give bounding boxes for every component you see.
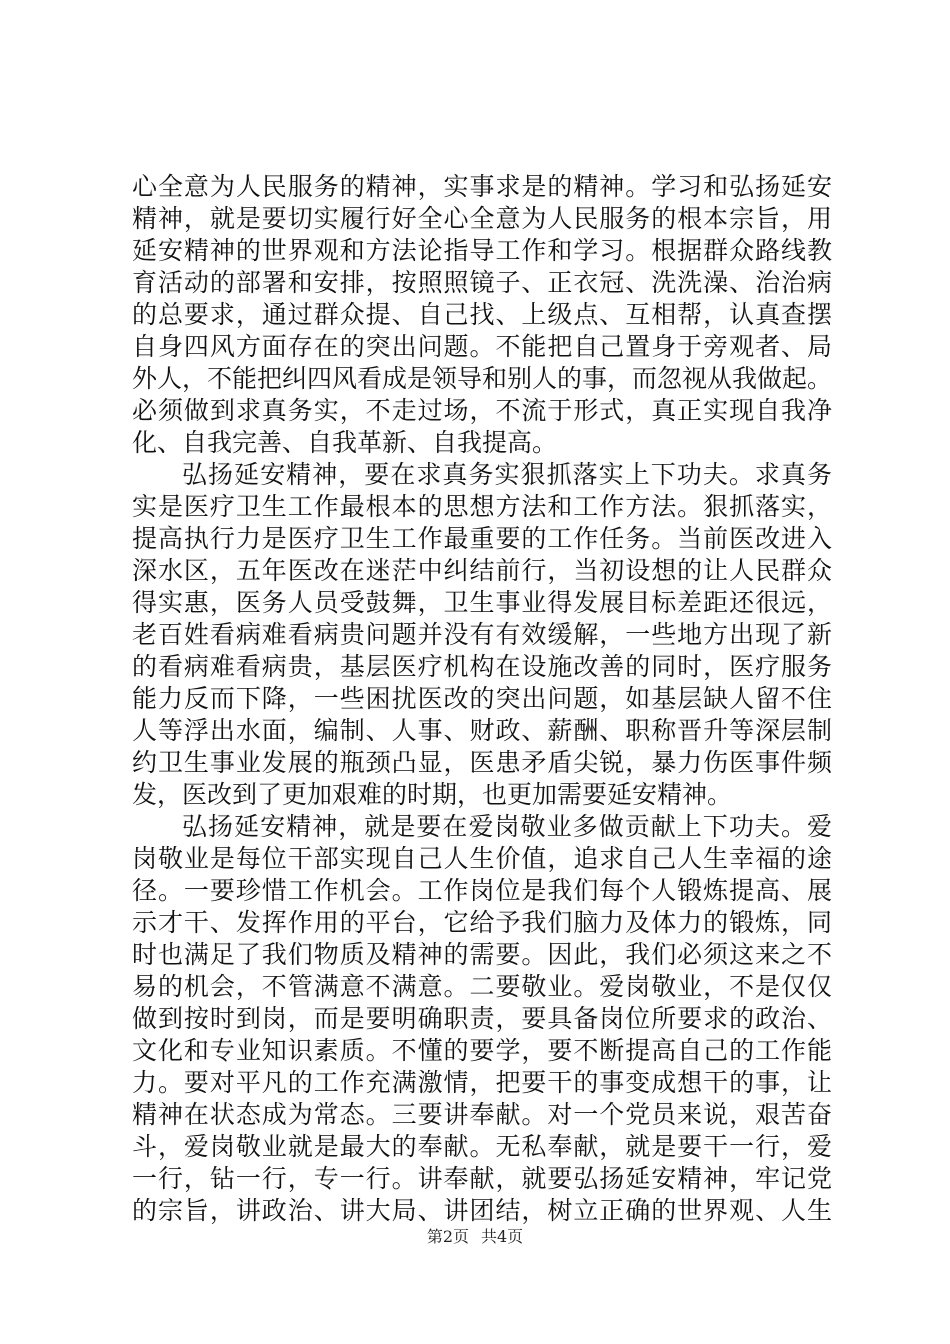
text-line: 能力反而下降，一些困扰医改的突出问题，如基层缺人留不住	[132, 684, 832, 713]
text-line: 精神在状态成为常态。三要讲奉献。对一个党员来说，艰苦奋	[132, 1100, 832, 1129]
text-line: 岗敬业是每位干部实现自己人生价值，追求自己人生幸福的途	[132, 844, 832, 873]
paragraph-first-line: 弘扬延安精神，就是要在爱岗敬业多做贡献上下功夫。爱	[182, 812, 832, 841]
text-line: 实是医疗卫生工作最根本的思想方法和工作方法。狠抓落实，	[132, 492, 832, 521]
text-line: 时也满足了我们物质及精神的需要。因此，我们必须这来之不	[132, 940, 832, 969]
page-number: 第2页	[426, 1227, 469, 1246]
text-line: 做到按时到岗，而是要明确职责，要具备岗位所要求的政治、	[132, 1004, 832, 1033]
text-line: 发，医改到了更加艰难的时期，也更加需要延安精神。	[132, 780, 733, 809]
text-line: 心全意为人民服务的精神，实事求是的精神。学习和弘扬延安	[132, 172, 832, 201]
text-line: 约卫生事业发展的瓶颈凸显，医患矛盾尖锐，暴力伤医事件频	[132, 748, 832, 777]
document-body	[132, 171, 832, 1227]
text-line: 外人，不能把纠四风看成是领导和别人的事，而忽视从我做起。	[132, 364, 833, 393]
paragraph-first-line: 弘扬延安精神，要在求真务实狠抓落实上下功夫。求真务	[182, 460, 832, 489]
text-line: 的总要求，通过群众提、自己找、上级点、互相帮，认真查摆	[132, 300, 832, 329]
text-line: 化、自我完善、自我革新、自我提高。	[132, 428, 558, 457]
text-line: 自身四风方面存在的突出问题。不能把自己置身于旁观者、局	[132, 332, 832, 361]
text-line: 育活动的部署和安排，按照照镜子、正衣冠、洗洗澡、治治病	[132, 268, 832, 297]
text-line: 的宗旨，讲政治、讲大局、讲团结，树立正确的世界观、人生	[132, 1196, 832, 1225]
text-line: 延安精神的世界观和方法论指导工作和学习。根据群众路线教	[132, 236, 832, 265]
page-footer	[0, 1227, 950, 1247]
text-line: 提高执行力是医疗卫生工作最重要的工作任务。当前医改进入	[132, 524, 832, 553]
text-line: 人等浮出水面，编制、人事、财政、薪酬、职称晋升等深层制	[132, 716, 832, 745]
text-line: 必须做到求真务实，不走过场，不流于形式，真正实现自我净	[132, 396, 832, 425]
text-line: 示才干、发挥作用的平台，它给予我们脑力及体力的锻炼，同	[132, 908, 832, 937]
text-line: 径。一要珍惜工作机会。工作岗位是我们每个人锻炼提高、展	[132, 876, 832, 905]
text-line: 老百姓看病难看病贵问题并没有有效缓解，一些地方出现了新	[132, 620, 832, 649]
text-line: 的看病难看病贵，基层医疗机构在设施改善的同时，医疗服务	[132, 652, 832, 681]
text-line: 力。要对平凡的工作充满激情，把要干的事变成想干的事，让	[132, 1068, 832, 1097]
text-line: 易的机会，不管满意不满意。二要敬业。爱岗敬业，不是仅仅	[132, 972, 832, 1001]
text-line: 文化和专业知识素质。不懂的要学，要不断提高自己的工作能	[132, 1036, 832, 1065]
text-line: 斗，爱岗敬业就是最大的奉献。无私奉献，就是要干一行，爱	[132, 1132, 832, 1161]
text-line: 一行，钻一行，专一行。讲奉献，就要弘扬延安精神，牢记党	[132, 1164, 832, 1193]
page-total: 共4页	[481, 1227, 524, 1246]
text-line: 精神，就是要切实履行好全心全意为人民服务的根本宗旨，用	[132, 204, 832, 233]
text-line: 得实惠，医务人员受鼓舞，卫生事业得发展目标差距还很远，	[132, 588, 832, 617]
text-line: 深水区，五年医改在迷茫中纠结前行，当初设想的让人民群众	[132, 556, 832, 585]
